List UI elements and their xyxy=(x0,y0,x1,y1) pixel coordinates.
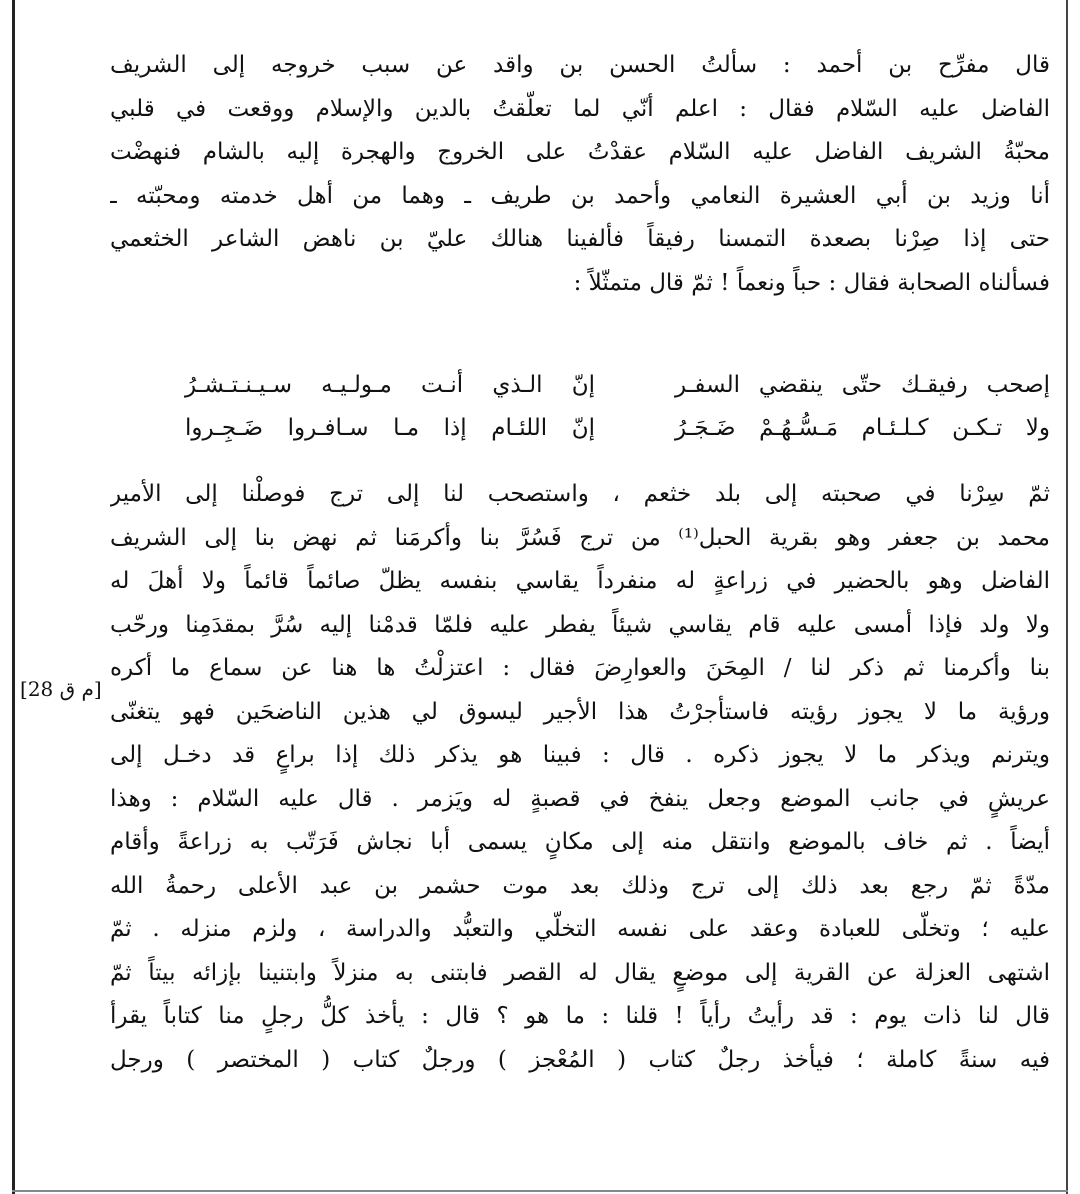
text-line: عريشٍ في جانب الموضع وجعل ينفخ في قصبةٍ له ويَزمر . قال عليه السّلام : وهذا xyxy=(110,785,1050,812)
text-line: ولا ولد فإذا أمسى عليه قام يقاسي شيئاً يفطر عليه فلمّا قدمْنا إليه سُرَّ بمقدَمِنا ورحّب xyxy=(110,611,1050,638)
verse-2-second-hemistich: إنّ اللئـام إذا مـا سـافـروا ضَـجِـروا xyxy=(185,415,595,441)
paragraph-narrative xyxy=(110,473,1050,1082)
text-line: فيه سنةً كاملة ؛ فيأخذ رجلٌ كتاب ( المُعْجز ) ورجلٌ كتاب ( المختصر ) ورجل xyxy=(110,1046,1050,1073)
text-line: اشتهى العزلة عن القرية إلى موضعٍ يقال له القصر فابتنى به منزلاً وابتنينا بإزائه بيتاً ثمّ xyxy=(110,959,1050,986)
text-line: ثمّ سِرْنا في صحبته إلى بلد خثعم ، واستصحب لنا إلى ترج فوصلْنا إلى الأمير xyxy=(110,481,1050,507)
text-line: فسألناه الصحابة فقال : حباً ونعماً ! ثمّ قال متمثّلاً : xyxy=(573,269,1050,296)
text-line: الفاضل وهو بالحضير في زراعةٍ له منفرداً يقاسي بنفسه يظلّ صائماً قائماً ولا أهلَ له xyxy=(110,568,1050,594)
verse-2-first-hemistich: ولا تـكـن كـلـئـام مَـسُّـهُـمْ ضَـجَـرُ xyxy=(675,415,1050,441)
page-bottom-border xyxy=(12,1190,1068,1192)
text-line: أيضاً . ثم خاف بالموضع وانتقل منه إلى مكانٍ يسمى أبا نجاش فَرَتّب به زراعةً وأقام xyxy=(110,829,1050,855)
text-line: ورؤية ما لا يجوز رؤيته فاستأجرْتُ هذا الأجير ليسوق لي هذين الناضحَين فهو يتغنّى xyxy=(110,698,1050,725)
text-line: أنا وزيد بن أبي العشيرة النعامي وأحمد بن طريف ـ وهما من أهل خدمته ومحبّته ـ xyxy=(110,182,1050,209)
manuscript-page-reference: [م ق 28] xyxy=(20,677,102,701)
verse-1-first-hemistich: إصحب رفيقـك حتّى ينقضي السفـر xyxy=(675,372,1050,398)
text-line: محمد بن جعفر وهو بقرية الحبل⁽¹⁾ من ترج فَسُرَّ بنا وأكرمَنا ثم نهض بنا إلى الشريف xyxy=(110,524,1050,551)
text-line: مدّةً ثمّ رجع بعد ذلك إلى ترج وذلك بعد موت حشمر بن عبد الأعلى رحمةُ الله xyxy=(110,872,1050,899)
page-left-border xyxy=(12,0,15,1194)
verse-1-second-hemistich: إنّ الـذي أنـت مـولـيـه سـيـنـتـشـرُ xyxy=(185,372,595,398)
text-line: محبّةُ الشريف الفاضل عليه السّلام عقدْتُ على الخروج والهجرة إليه بالشام فنهضْت xyxy=(110,139,1050,165)
page-right-border xyxy=(1066,0,1068,1194)
text-line: ويترنم ويذكر ما لا يجوز ذكره . قال : فبينا هو يذكر ذلك إذا براعٍ قد دخـل إلى xyxy=(110,742,1050,768)
text-line: الفاضل عليه السّلام فقال : اعلم أنّي لما تعلّقتُ بالدين والإسلام ووقعت في قلبي xyxy=(110,95,1050,122)
paragraph-intro xyxy=(110,44,1050,305)
text-line: قال لنا ذات يوم : قد رأيتُ رأياً ! قلنا : ما هو ؟ قال : يأخذ كلُّ رجلٍ منا كتاباً يقرأ xyxy=(110,1003,1050,1029)
text-line: قال مفرِّح بن أحمد : سألتُ الحسن بن واقد عن سبب خروجه إلى الشريف xyxy=(110,52,1050,78)
text-line: عليه ؛ وتخلّى للعبادة وعقد على نفسه التخلّي والتعبُّد والدراسة ، ولزم منزله . ثمّ xyxy=(110,916,1050,942)
text-line: بنا وأكرمنا ثم ذكر لنا / المِحَنَ والعوارِضَ فقال : اعتزلْتُ ها هنا عن سماع ما أكره xyxy=(110,655,1050,681)
text-line: حتى إذا صِرْنا بصعدة التمسنا رفيقاً فألفينا هنالك عليّ بن ناهض الشاعر الخثعمي xyxy=(110,226,1050,252)
